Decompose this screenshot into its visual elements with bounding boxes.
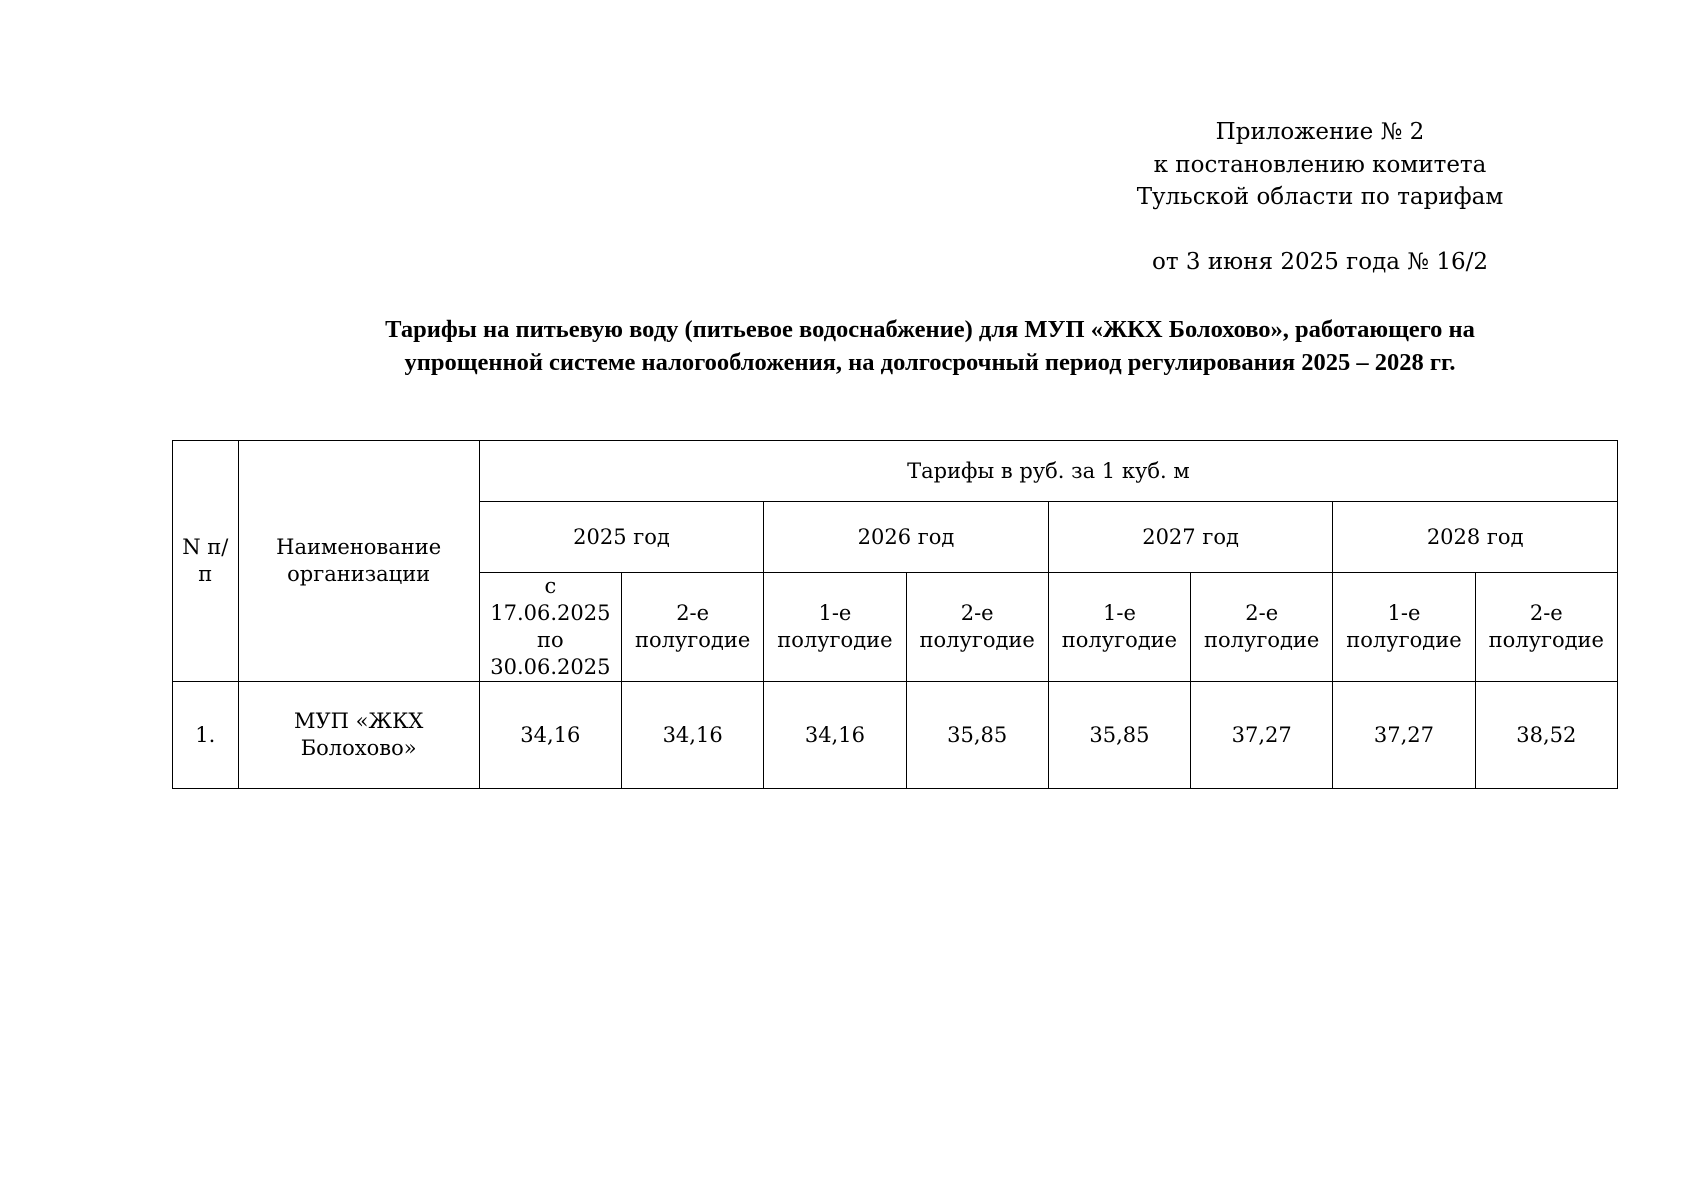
tariffs-table <box>172 440 1618 789</box>
header-period-1 <box>479 573 621 682</box>
period-line: полугодие <box>777 628 893 652</box>
header-period-8 <box>1475 573 1617 682</box>
header-period-4 <box>906 573 1048 682</box>
period-line: полугодие <box>919 628 1035 652</box>
tariff-value: 34,16 <box>764 682 906 789</box>
header-tariffs: Тарифы в руб. за 1 куб. м <box>479 441 1617 502</box>
row-num: 1. <box>173 682 239 789</box>
header-num: N п/п <box>173 441 239 682</box>
document-title <box>240 313 1620 379</box>
period-line: 2-е <box>960 601 994 625</box>
header-org-line-2: организации <box>287 562 431 586</box>
tariff-value: 34,16 <box>622 682 764 789</box>
period-line: по <box>537 628 564 652</box>
appendix-spacer <box>1100 214 1540 246</box>
header-period-3 <box>764 573 906 682</box>
appendix-number: Приложение № 2 <box>1215 119 1425 145</box>
header-period-7 <box>1333 573 1475 682</box>
header-org <box>238 441 479 682</box>
period-line: 2-е <box>1529 601 1563 625</box>
period-line: 2-е <box>676 601 710 625</box>
appendix-block <box>1100 116 1540 278</box>
header-year-2025: 2025 год <box>479 502 764 573</box>
header-row-tariffs <box>173 441 1618 502</box>
header-period-2 <box>622 573 764 682</box>
period-line: полугодие <box>1488 628 1604 652</box>
header-period-6 <box>1191 573 1333 682</box>
period-line: 2-е <box>1245 601 1279 625</box>
period-line: 30.06.2025 <box>490 655 611 679</box>
tariff-value: 34,16 <box>479 682 621 789</box>
period-line: 1-е <box>1102 601 1136 625</box>
period-line: 1-е <box>818 601 852 625</box>
appendix-reference: к постановлению комитета <box>1153 151 1487 178</box>
table-row <box>173 682 1618 789</box>
period-line: полугодие <box>1346 628 1462 652</box>
title-line-1: Тарифы на питьевую воду (питьевое водоснабжение) для МУП «ЖКХ Болохово», работающего на <box>385 316 1475 343</box>
header-org-line-1: Наименование <box>276 535 442 559</box>
header-year-2027: 2027 год <box>1048 502 1333 573</box>
row-org-line-1: МУП «ЖКХ <box>294 709 424 733</box>
tariff-value: 35,85 <box>1048 682 1190 789</box>
header-year-2026: 2026 год <box>764 502 1049 573</box>
period-line: 1-е <box>1387 601 1421 625</box>
header-year-2028: 2028 год <box>1333 502 1618 573</box>
period-line: полугодие <box>634 628 751 652</box>
tariff-value: 38,52 <box>1475 682 1617 789</box>
period-line: с 17.06.2025 <box>490 574 611 625</box>
row-org <box>238 682 479 789</box>
period-line: полугодие <box>1204 628 1320 652</box>
appendix-authority: Тульской области по тарифам <box>1136 184 1504 210</box>
period-line: полугодие <box>1061 628 1178 652</box>
appendix-date: от 3 июня 2025 года № 16/2 <box>1152 248 1488 275</box>
header-period-5 <box>1048 573 1190 682</box>
tariff-value: 37,27 <box>1191 682 1333 789</box>
tariff-value: 35,85 <box>906 682 1048 789</box>
row-org-line-2: Болохово» <box>300 736 417 760</box>
title-line-2: упрощенной системе налогообложения, на долгосрочный период регулирования 2025 – 2028 гг. <box>404 349 1456 376</box>
tariff-value: 37,27 <box>1333 682 1475 789</box>
